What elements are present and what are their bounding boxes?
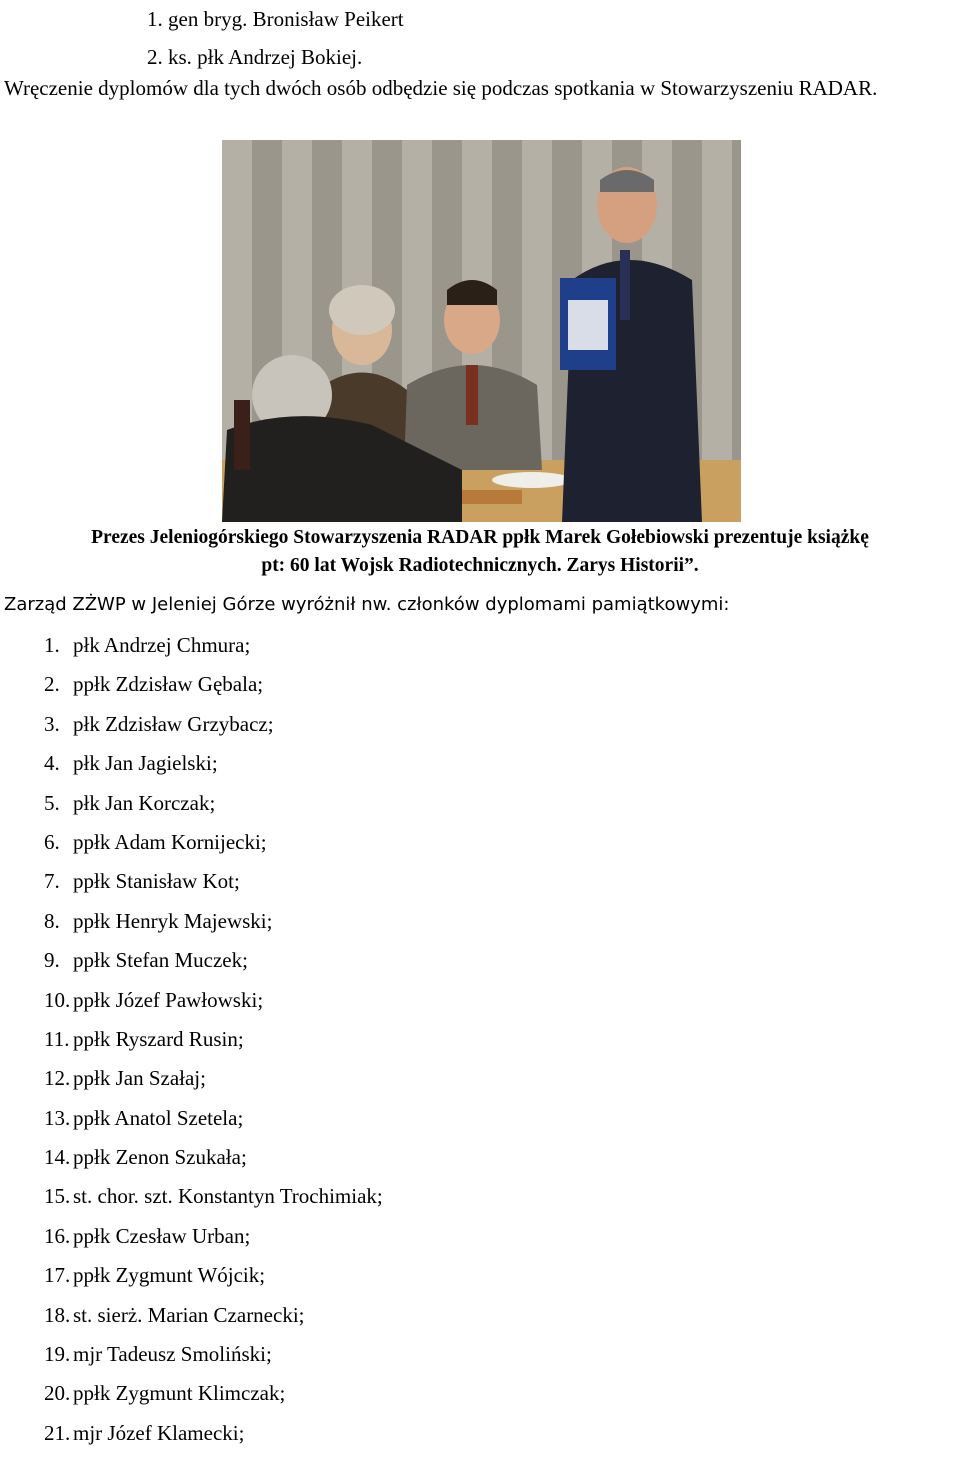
award-list-item <box>44 1221 383 1260</box>
award-number: 14. <box>44 1145 71 1170</box>
award-name: mjr Józef Klamecki; <box>73 1420 245 1445</box>
award-list-item <box>44 669 383 708</box>
award-number: 18. <box>44 1302 71 1327</box>
award-list-item <box>44 1063 383 1102</box>
award-list-item <box>44 1260 383 1299</box>
award-name: płk Jan Korczak; <box>73 790 216 815</box>
award-list-item <box>44 630 383 669</box>
top-list-item: 2. ks. płk Andrzej Bokiej. <box>147 45 363 69</box>
award-list-item <box>44 1378 383 1417</box>
award-name: ppłk Jan Szałaj; <box>73 1066 206 1091</box>
award-list-item <box>44 748 383 787</box>
award-name: ppłk Czesław Urban; <box>73 1223 251 1248</box>
award-number: 17. <box>44 1263 71 1288</box>
award-name: ppłk Zygmunt Wójcik; <box>73 1263 266 1288</box>
award-number: 19. <box>44 1342 71 1367</box>
award-list-item <box>44 1418 383 1457</box>
award-number: 15. <box>44 1184 71 1209</box>
award-name: ppłk Stanisław Kot; <box>73 869 240 894</box>
award-number: 1. <box>44 633 60 657</box>
award-name: ppłk Zygmunt Klimczak; <box>73 1381 286 1406</box>
caption-line-2: pt: 60 lat Wojsk Radiotechnicznych. Zarys Historii”. <box>261 555 699 576</box>
award-list-item <box>44 709 383 748</box>
award-name: ppłk Józef Pawłowski; <box>73 987 264 1012</box>
award-name: st. sierż. Marian Czarnecki; <box>73 1302 305 1327</box>
award-list-item <box>44 1103 383 1142</box>
award-name: mjr Tadeusz Smoliński; <box>73 1342 272 1367</box>
top-list <box>147 0 404 76</box>
award-list-item <box>44 1142 383 1181</box>
award-number: 12. <box>44 1066 71 1091</box>
award-list-item <box>44 788 383 827</box>
award-number: 20. <box>44 1381 71 1406</box>
award-name: ppłk Anatol Szetela; <box>73 1105 244 1130</box>
award-list <box>44 630 383 1457</box>
award-list-item <box>44 1339 383 1378</box>
award-name: st. chor. szt. Konstantyn Trochimiak; <box>73 1184 383 1209</box>
award-number: 21. <box>44 1420 71 1445</box>
award-number: 16. <box>44 1223 71 1248</box>
award-number: 3. <box>44 711 60 736</box>
award-name: ppłk Ryszard Rusin; <box>73 1026 244 1051</box>
award-name: ppłk Henryk Majewski; <box>73 908 273 933</box>
award-list-item <box>44 985 383 1024</box>
award-number: 2. <box>44 672 60 697</box>
award-number: 13. <box>44 1105 71 1130</box>
award-list-item <box>44 1024 383 1063</box>
award-number: 11. <box>44 1026 70 1051</box>
award-list-item <box>44 1181 383 1220</box>
photo-caption <box>0 524 960 580</box>
paragraph: Wręczenie dyplomów dla tych dwóch osób odbędzie się podczas spotkania w Stowarzyszeniu RADAR. <box>4 76 878 100</box>
award-number: 8. <box>44 908 60 933</box>
award-name: płk Zdzisław Grzybacz; <box>73 711 274 736</box>
award-name: ppłk Zenon Szukała; <box>73 1145 247 1170</box>
award-number: 7. <box>44 869 60 894</box>
award-number: 4. <box>44 751 60 776</box>
award-name: ppłk Stefan Muczek; <box>73 948 248 973</box>
award-name: ppłk Zdzisław Gębala; <box>73 672 264 697</box>
award-number: 5. <box>44 790 60 815</box>
award-list-item <box>44 945 383 984</box>
intro-text: Zarząd ZŻWP w Jeleniej Górze wyróżnił nw. członków dyplomami pamiątkowymi: <box>4 594 730 615</box>
award-list-item <box>44 866 383 905</box>
award-list-item <box>44 1300 383 1339</box>
caption-line-1: Prezes Jeleniogórskiego Stowarzyszenia RADAR ppłk Marek Gołebiowski prezentuje książkę <box>91 527 869 548</box>
award-number: 9. <box>44 948 60 973</box>
award-number: 6. <box>44 829 60 854</box>
award-number: 10. <box>44 987 71 1012</box>
award-list-item <box>44 827 383 866</box>
event-photo <box>222 140 741 522</box>
award-name: płk Jan Jagielski; <box>73 751 218 776</box>
top-list-item: 1. gen bryg. Bronisław Peikert <box>147 7 404 31</box>
award-list-item <box>44 906 383 945</box>
award-name: ppłk Adam Kornijecki; <box>73 829 267 854</box>
award-name: płk Andrzej Chmura; <box>73 633 251 657</box>
